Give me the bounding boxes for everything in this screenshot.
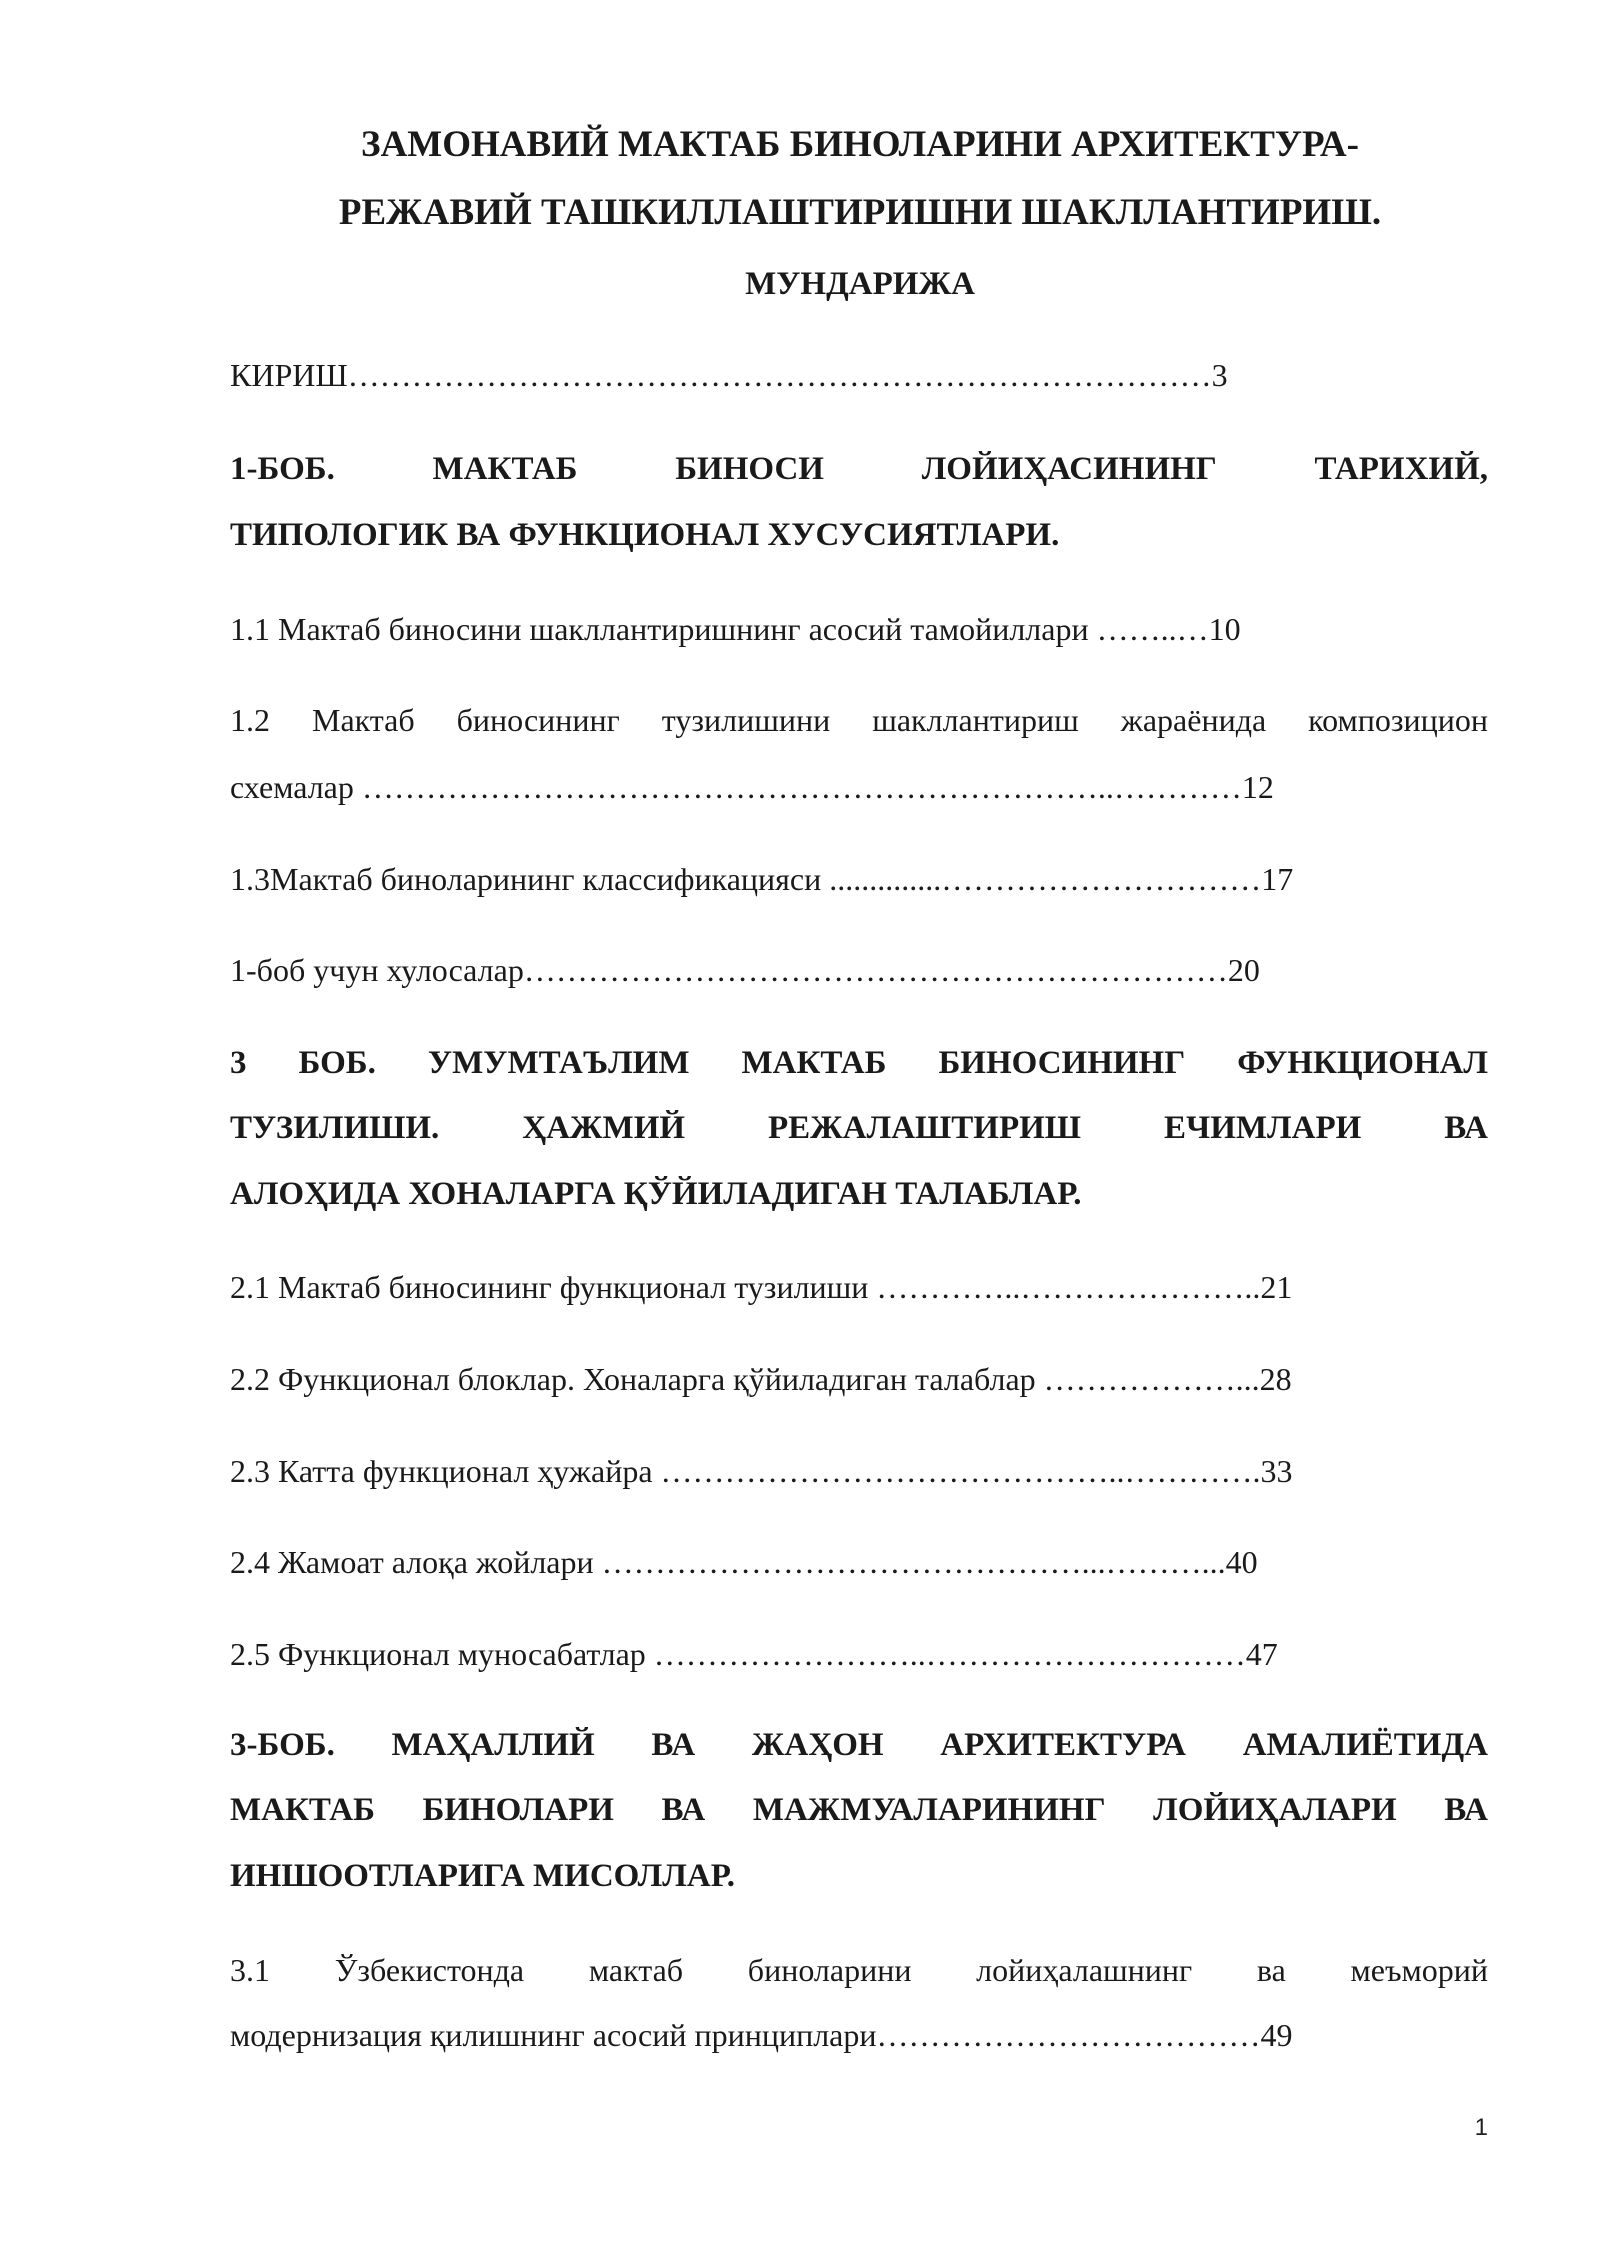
chapter-3-heading-line-2: МАКТАБ БИНОЛАРИ ВА МАЖМУАЛАРИНИНГ ЛОЙИҲАЛАРИ ВА (230, 1792, 1488, 1828)
toc-item-2-2: 2.2 Функционал блоклар. Хоналарга қўйиладиган талаблар ………………...28 (230, 1361, 1292, 1397)
toc-item-1-1: 1.1 Мактаб биносини шакллантиришнинг асосий тамойиллари ……..…10 (230, 611, 1241, 647)
toc-item-1-2-line-2: схемалар ……………………………………………………………..…………12 (230, 769, 1274, 805)
toc-item-3-1-line-1: 3.1 Ўзбекистонда мактаб биноларини лойиҳалашнинг ва меъморий (230, 1952, 1488, 1988)
toc-item-intro: КИРИШ………………………………………………………………………3 (230, 357, 1228, 393)
toc-item-chapter-1-conclusion: 1-боб учун хулосалар…………………………………………………………20 (230, 952, 1260, 988)
toc-item-3-1-line-2: модернизация қилишнинг асосий принциплари………………………………49 (230, 2017, 1293, 2053)
toc-item-1-3: 1.3Мактаб биноларининг классификацияси ..............…………………………17 (230, 861, 1294, 897)
toc-item-2-1: 2.1 Мактаб биносининг функционал тузилиши …………..…………………..21 (230, 1269, 1293, 1305)
chapter-1-heading-line-2: ТИПОЛОГИК ВА ФУНКЦИОНАЛ ХУСУСИЯТЛАРИ. (230, 517, 1060, 553)
toc-item-2-4: 2.4 Жамоат алоқа жойлари ………………………………………...………...40 (230, 1544, 1258, 1580)
toc-item-2-5: 2.5 Функционал муносабатлар ……………………..…………………………47 (230, 1636, 1278, 1672)
chapter-1-heading-line-1: 1-БОБ. МАКТАБ БИНОСИ ЛОЙИҲАСИНИНГ ТАРИХИЙ, (230, 451, 1488, 487)
document-title-line-2: РЕЖАВИЙ ТАШКИЛЛАШТИРИШНИ ШАКЛЛАНТИРИШ. (338, 192, 1382, 233)
toc-item-1-2-line-1: 1.2 Мактаб биносининг тузилишини шакллантириш жараёнида композицион (230, 702, 1488, 738)
toc-item-2-3: 2.3 Катта функционал ҳужайра ……………………………………..………….33 (230, 1453, 1293, 1489)
chapter-2-heading-line-3: АЛОҲИДА ХОНАЛАРГА ҚЎЙИЛАДИГАН ТАЛАБЛАР. (230, 1176, 1082, 1212)
chapter-2-heading-line-1: 3 БОБ. УМУМТАЪЛИМ МАКТАБ БИНОСИНИНГ ФУНКЦИОНАЛ (230, 1045, 1488, 1081)
chapter-3-heading-line-3: ИНШООТЛАРИГА МИСОЛЛАР. (230, 1858, 735, 1894)
page-number: 1 (1474, 2114, 1488, 2141)
chapter-3-heading-line-1: 3-БОБ. МАҲАЛЛИЙ ВА ЖАҲОН АРХИТЕКТУРА АМАЛИЁТИДА (230, 1727, 1488, 1763)
toc-heading: МУНДАРИЖА (745, 266, 975, 302)
document-title-line-1: ЗАМОНАВИЙ МАКТАБ БИНОЛАРИНИ АРХИТЕКТУРА- (361, 124, 1359, 165)
chapter-2-heading-line-2: ТУЗИЛИШИ. ҲАЖМИЙ РЕЖАЛАШТИРИШ ЕЧИМЛАРИ ВА (230, 1110, 1488, 1146)
